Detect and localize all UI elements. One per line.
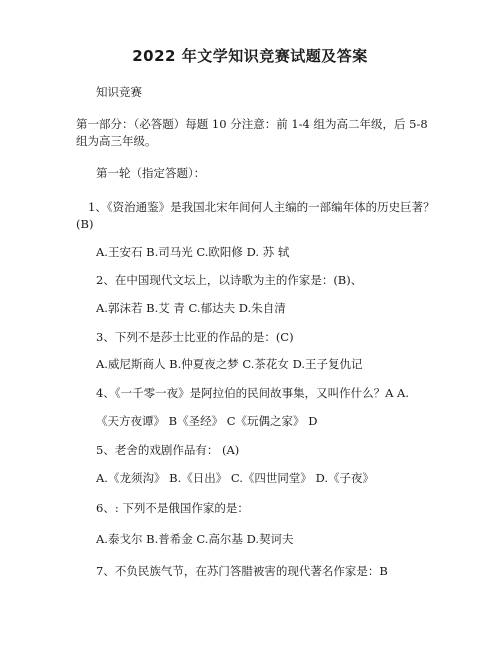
round1-label: 第一轮（指定答题）： xyxy=(96,166,206,180)
question-1-answer: (B) xyxy=(76,217,94,231)
question-3: 3、下列不是莎士比亚的作品的是：(C) xyxy=(96,330,294,344)
question-6: 6、: 下列不是俄国作家的是： xyxy=(96,501,249,515)
question-1-options: A.王安石 B.司马光 C.欧阳修 D. 苏 轼 xyxy=(96,245,290,259)
question-5: 5、老舍的戏剧作品有： (A) xyxy=(96,443,240,457)
question-7: 7、不负民族气节，在苏门答腊被害的现代著名作家是：B xyxy=(96,564,388,578)
part1-intro-line1: 第一部分：（必答题）每题 10 分注意：前 1-4 组为高二年级，后 5-8 xyxy=(76,117,428,131)
question-6-options: A.泰戈尔 B.普希金 C.高尔基 D.契诃夫 xyxy=(96,532,294,546)
question-3-options: A.威尼斯商人 B.仲夏夜之梦 C.茶花女 D.王子复仇记 xyxy=(96,357,363,371)
part1-intro-line2: 组为高三年级。 xyxy=(76,134,157,148)
section-label: 知识竞赛 xyxy=(96,85,142,99)
question-4-options: 《天方夜谭》 B《圣经》 C《玩偶之家》 D xyxy=(96,414,318,428)
question-1: 1、《资治通鉴》是我国北宋年间何人主编的一部编年体的历史巨著？ xyxy=(88,200,435,214)
page-title: 2022 年文学知识竞赛试题及答案 xyxy=(132,47,368,65)
question-4: 4、《一千零一夜》是阿拉伯的民间故事集，又叫作什么？A A. xyxy=(96,386,409,400)
question-2-options: A.郭沫若 B.艾 青 C.郁达夫 D.朱自清 xyxy=(96,301,286,315)
question-2: 2、在中国现代文坛上，以诗歌为主的作家是：(B)、 xyxy=(96,273,363,287)
question-5-options: A.《龙须沟》 B.《日出》 C.《四世同堂》 D.《子夜》 xyxy=(96,471,375,485)
